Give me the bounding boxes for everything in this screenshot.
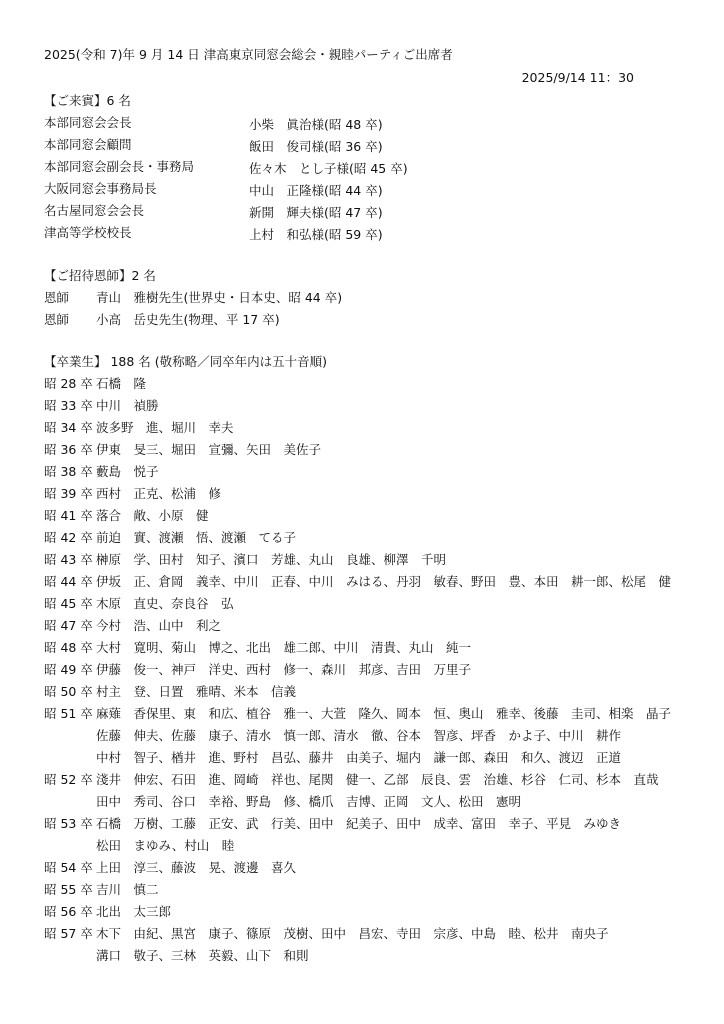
graduate-names-continued: 佐藤 伸夫、佐藤 康子、清水 慎一郎、清水 徹、谷本 智彦、坪香 かよ子、中川 耕作 [96, 728, 622, 743]
guest-role: 本部同窓会顧問 [44, 137, 132, 152]
graduate-row [44, 574, 671, 590]
guest-name: 中山 正隆様(昭 44 卒) [249, 183, 383, 198]
graduation-year: 昭 44 卒 [44, 574, 93, 589]
graduate-row [44, 684, 296, 700]
graduate-row [44, 376, 146, 392]
teacher-row [44, 290, 342, 306]
teacher-name: 小高 岳史先生(物理、平 17 卒) [96, 312, 280, 327]
guest-row [44, 203, 144, 219]
guest-role: 大阪同窓会事務局長 [44, 181, 157, 196]
graduate-names: 西村 正克、松浦 修 [96, 486, 222, 501]
graduation-year: 昭 41 卒 [44, 508, 93, 523]
graduate-row [44, 772, 659, 788]
graduation-year: 昭 52 卒 [44, 772, 93, 787]
graduate-names: 村主 登、日置 雅晴、米本 信義 [96, 684, 297, 699]
graduate-names: 淺井 伸宏、石田 進、岡崎 祥也、尾関 健一、乙部 辰良、雲 治雄、杉谷 仁司、杉本 直哉 [96, 772, 659, 787]
graduation-year: 昭 55 卒 [44, 882, 93, 897]
graduate-names-continued: 溝口 敬子、三林 英毅、山下 和則 [96, 948, 309, 963]
graduate-names: 藪島 悦子 [96, 464, 159, 479]
graduate-row [44, 530, 296, 546]
graduation-year: 昭 45 卒 [44, 596, 93, 611]
guest-row [44, 225, 132, 241]
graduation-year: 昭 57 卒 [44, 926, 93, 941]
graduate-names: 石橋 隆 [96, 376, 147, 391]
graduation-year: 昭 50 卒 [44, 684, 93, 699]
graduate-names: 中川 禎勝 [96, 398, 159, 413]
guest-row [44, 181, 157, 197]
graduate-row [44, 552, 446, 568]
guest-name: 新開 輝夫様(昭 47 卒) [249, 205, 383, 220]
graduate-names-continued: 中村 智子、楢井 進、野村 昌弘、藤井 由美子、堀内 謙一郎、森田 和久、渡辺 正道 [96, 750, 622, 765]
graduate-names: 落合 敞、小原 健 [96, 508, 209, 523]
graduation-year: 昭 53 卒 [44, 816, 93, 831]
graduate-names: 今村 浩、山中 利之 [96, 618, 222, 633]
graduate-names: 木原 直史、奈良谷 弘 [96, 596, 234, 611]
graduate-names: 伊坂 正、倉岡 義幸、中川 正春、中川 みはる、丹羽 敏春、野田 豊、本田 耕一郎、松尾 健 [96, 574, 672, 589]
graduation-year: 昭 51 卒 [44, 706, 93, 721]
teacher-label: 恩師 [44, 290, 70, 305]
graduation-year: 昭 36 卒 [44, 442, 93, 457]
graduate-names-continued: 松田 まゆみ、村山 睦 [96, 838, 235, 853]
graduation-year: 昭 34 卒 [44, 420, 93, 435]
graduation-year: 昭 42 卒 [44, 530, 93, 545]
graduate-row [44, 464, 159, 480]
graduation-year: 昭 54 卒 [44, 860, 93, 875]
graduate-names: 石橋 万樹、工藤 正安、武 行美、田中 紀美子、田中 成幸、富田 幸子、平見 みゆき [96, 816, 622, 831]
graduate-names: 波多野 進、堀川 幸夫 [96, 420, 234, 435]
graduate-names: 木下 由紀、黒宮 康子、篠原 茂樹、田中 昌宏、寺田 宗彦、中島 睦、松井 南央子 [96, 926, 609, 941]
guest-name: 飯田 俊司様(昭 36 卒) [249, 139, 383, 154]
graduate-names: 伊東 旻三、堀田 宣彌、矢田 美佐子 [96, 442, 322, 457]
graduate-names: 麻薙 香保里、東 和広、植谷 雅一、大萱 隆久、岡本 恒、奥山 雅幸、後藤 圭司、相楽 晶子 [96, 706, 672, 721]
graduation-year: 昭 49 卒 [44, 662, 93, 677]
graduate-row [44, 398, 159, 414]
guest-name: 上村 和弘様(昭 59 卒) [249, 227, 383, 242]
graduate-row [44, 904, 171, 920]
graduate-names: 上田 淳三、藤波 晃、渡邊 喜久 [96, 860, 297, 875]
guest-role: 本部同窓会会長 [44, 115, 132, 130]
graduate-row [44, 926, 609, 942]
graduate-names: 北出 太三郎 [96, 904, 172, 919]
graduate-row [44, 508, 209, 524]
graduation-year: 昭 38 卒 [44, 464, 93, 479]
teacher-row [44, 312, 280, 328]
guest-role: 津高等学校校長 [44, 225, 132, 240]
guest-name: 小柴 眞治様(昭 48 卒) [249, 117, 383, 132]
graduation-year: 昭 47 卒 [44, 618, 93, 633]
graduate-row [44, 640, 471, 656]
graduate-row [44, 486, 221, 502]
graduate-row [44, 816, 621, 832]
graduate-names: 大村 寛明、菊山 博之、北出 雄二郎、中川 清貴、丸山 純一 [96, 640, 472, 655]
graduation-year: 昭 33 卒 [44, 398, 93, 413]
graduate-row [44, 860, 296, 876]
graduate-names-continued: 田中 秀司、谷口 幸裕、野島 修、橋爪 吉博、正岡 文人、松田 憲明 [96, 794, 522, 809]
teacher-label: 恩師 [44, 312, 70, 327]
graduates-heading: 【卒業生】 188 名 (敬称略／同卒年内は五十音順) [44, 354, 328, 369]
graduation-year: 昭 28 卒 [44, 376, 93, 391]
document-timestamp: 2025/9/14 11：30 [521, 70, 634, 85]
guests-heading: 【ご来賓】6 名 [44, 93, 131, 108]
guest-role: 名古屋同窓会会長 [44, 203, 145, 218]
guest-row [44, 159, 194, 175]
guest-role: 本部同窓会副会長・事務局 [44, 159, 195, 174]
graduate-row [44, 420, 234, 436]
graduate-row [44, 442, 321, 458]
teacher-name: 青山 雅樹先生(世界史・日本史、昭 44 卒) [96, 290, 343, 305]
graduate-row [44, 596, 234, 612]
graduate-row [44, 882, 159, 898]
graduate-names: 前迫 實、渡瀬 悟、渡瀬 てる子 [96, 530, 297, 545]
graduation-year: 昭 56 卒 [44, 904, 93, 919]
document-title: 2025(令和 7)年 9 月 14 日 津高東京同窓会総会・親睦パーティご出席者 [44, 47, 453, 62]
graduate-row [44, 618, 221, 634]
graduate-names: 伊藤 俊一、神戸 洋史、西村 修一、森川 邦彦、吉田 万里子 [96, 662, 472, 677]
graduate-row [44, 662, 471, 678]
guest-name: 佐々木 とし子様(昭 45 卒) [249, 161, 408, 176]
graduation-year: 昭 39 卒 [44, 486, 93, 501]
guest-row [44, 115, 132, 131]
graduate-names: 榊原 学、田村 知子、濱口 芳雄、丸山 良雄、柳澤 千明 [96, 552, 447, 567]
graduate-names: 吉川 慎二 [96, 882, 159, 897]
guest-row [44, 137, 132, 153]
graduate-row [44, 706, 671, 722]
graduation-year: 昭 43 卒 [44, 552, 93, 567]
graduation-year: 昭 48 卒 [44, 640, 93, 655]
teachers-heading: 【ご招待恩師】2 名 [44, 268, 156, 283]
